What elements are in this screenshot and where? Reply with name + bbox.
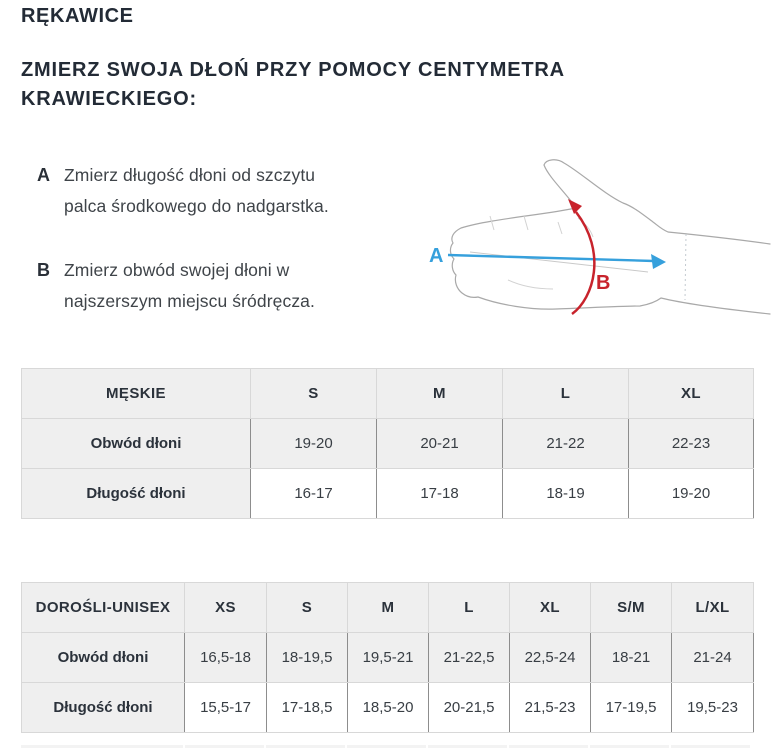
table-title-cell: MĘSKIE <box>22 369 251 419</box>
size-value: 18-21 <box>591 633 672 683</box>
instruction-key-b: B <box>37 260 50 280</box>
size-header-cell: XL <box>629 369 754 419</box>
measure-arrow-b <box>572 212 594 314</box>
size-value: 21,5-23 <box>510 683 591 733</box>
size-value: 15,5-17 <box>185 683 267 733</box>
instruction-text-a: Zmierz długość dłoni od szczytu palca środkowego do nadgarstka. <box>64 165 329 216</box>
section-heading-line-1: ZMIERZ SWOJA DŁOŃ PRZY POMOCY CENTYMETRA <box>21 59 565 81</box>
size-table-unisex <box>21 582 754 733</box>
size-header-cell: S <box>251 369 377 419</box>
size-value: 19,5-23 <box>672 683 754 733</box>
size-value: 21-22,5 <box>429 633 510 683</box>
size-value: 17-18 <box>377 469 503 519</box>
table-row <box>22 633 754 683</box>
row-label: Obwód dłoni <box>22 633 185 683</box>
palm-crease-lines <box>470 216 648 289</box>
wrist-dashed-line <box>685 234 686 300</box>
size-value: 22-23 <box>629 419 754 469</box>
instruction-item-b <box>37 255 315 317</box>
table-header-row <box>22 583 754 633</box>
size-value: 16-17 <box>251 469 377 519</box>
size-value: 16,5-18 <box>185 633 267 683</box>
row-label: Długość dłoni <box>22 683 185 733</box>
size-value: 19,5-21 <box>348 633 429 683</box>
measure-arrow-a-head <box>651 254 666 269</box>
size-value: 20-21 <box>377 419 503 469</box>
size-header-cell: XS <box>185 583 267 633</box>
size-value: 18-19,5 <box>267 633 348 683</box>
size-header-cell: L <box>429 583 510 633</box>
table-header-row <box>22 369 754 419</box>
size-header-cell: L <box>503 369 629 419</box>
measure-arrow-b-head <box>568 199 582 214</box>
size-value: 17-19,5 <box>591 683 672 733</box>
size-header-cell: XL <box>510 583 591 633</box>
size-header-cell: S/M <box>591 583 672 633</box>
instruction-text-b: Zmierz obwód swojej dłoni w najszerszym miejscu śródręcza. <box>64 260 315 311</box>
size-header-cell: M <box>348 583 429 633</box>
table-title-cell: DOROŚLI-UNISEX <box>22 583 185 633</box>
size-header-cell: S <box>267 583 348 633</box>
row-label: Długość dłoni <box>22 469 251 519</box>
table-row <box>22 683 754 733</box>
size-value: 19-20 <box>251 419 377 469</box>
table-row <box>22 469 754 519</box>
instruction-item-a <box>37 160 329 222</box>
instruction-key-a: A <box>37 165 50 185</box>
size-header-cell: L/XL <box>672 583 754 633</box>
section-heading-line-2: KRAWIECKIEGO: <box>21 88 197 110</box>
row-label: Obwód dłoni <box>22 419 251 469</box>
diagram-label-b: B <box>596 272 611 294</box>
size-value: 18-19 <box>503 469 629 519</box>
size-value: 20-21,5 <box>429 683 510 733</box>
hand-measurement-diagram <box>428 158 773 343</box>
size-table-meskie <box>21 368 754 519</box>
measure-arrow-a <box>448 255 654 261</box>
size-value: 17-18,5 <box>267 683 348 733</box>
page-title: RĘKAWICE <box>21 5 134 27</box>
size-header-cell: M <box>377 369 503 419</box>
size-value: 19-20 <box>629 469 754 519</box>
section-heading <box>21 56 565 114</box>
size-value: 22,5-24 <box>510 633 591 683</box>
size-value: 21-24 <box>672 633 754 683</box>
table-row <box>22 419 754 469</box>
diagram-label-a: A <box>429 245 444 267</box>
size-value: 18,5-20 <box>348 683 429 733</box>
size-value: 21-22 <box>503 419 629 469</box>
